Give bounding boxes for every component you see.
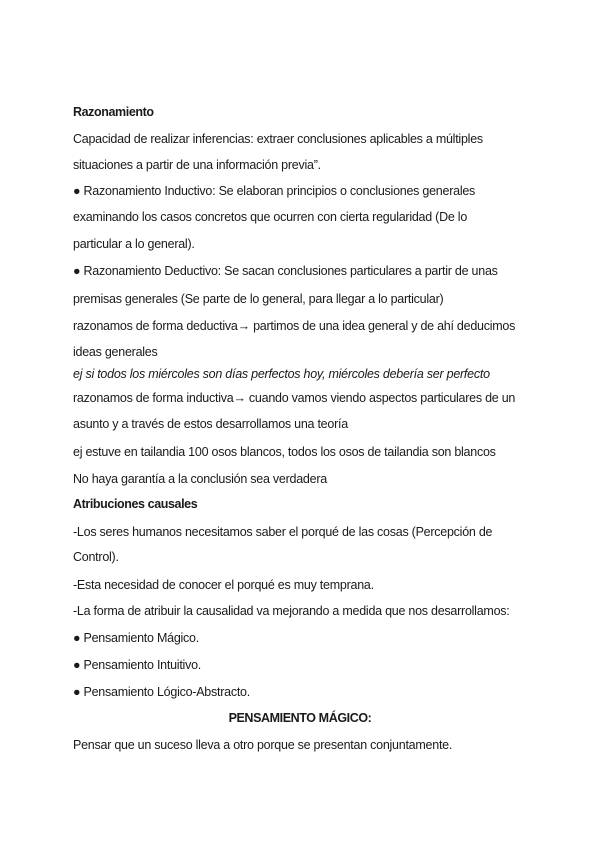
paragraph-line: razonamos de forma deductiva→ partimos de una idea general y de ahí deducimos: [73, 319, 516, 333]
paragraph-line: situaciones a partir de una información previa”.: [73, 158, 321, 172]
paragraph-line: Capacidad de realizar inferencias: extraer conclusiones aplicables a múltiples: [73, 132, 483, 146]
bullet-deductivo: ● Razonamiento Deductivo: Se sacan conclusiones particulares a partir de unas: [73, 264, 498, 278]
bullet-intuitivo: ● Pensamiento Intuitivo.: [73, 658, 202, 672]
paragraph-line: particular a lo general).: [73, 237, 195, 251]
paragraph-line: -Los seres humanos necesitamos saber el porqué de las cosas (Percepción de: [73, 525, 493, 539]
heading-pensamiento-magico: PENSAMIENTO MÁGICO:: [228, 711, 372, 725]
bullet-magico: ● Pensamiento Mágico.: [73, 631, 199, 645]
example-deductivo: ej si todos los miércoles son días perfectos hoy, miércoles debería ser perfecto: [73, 367, 490, 381]
paragraph-line: premisas generales (Se parte de lo general, para llegar a lo particular): [73, 292, 444, 306]
heading-atribuciones: Atribuciones causales: [73, 497, 198, 511]
paragraph-line: razonamos de forma inductiva→ cuando vamos viendo aspectos particulares de un: [73, 391, 516, 405]
paragraph-line: Pensar que un suceso lleva a otro porque se presentan conjuntamente.: [73, 738, 453, 752]
bullet-logico: ● Pensamiento Lógico-Abstracto.: [73, 685, 250, 699]
example-inductivo: ej estuve en tailandia 100 osos blancos, todos los osos de tailandia son blancos: [73, 445, 496, 459]
paragraph-line: No haya garantía a la conclusión sea verdadera: [73, 472, 327, 486]
paragraph-line: -La forma de atribuir la causalidad va mejorando a medida que nos desarrollamos:: [73, 604, 510, 618]
paragraph-line: asunto y a través de estos desarrollamos una teoría: [73, 417, 348, 431]
paragraph-line: Control).: [73, 550, 119, 564]
paragraph-line: -Esta necesidad de conocer el porqué es muy temprana.: [73, 578, 374, 592]
heading-razonamiento: Razonamiento: [73, 105, 154, 119]
bullet-inductivo: ● Razonamiento Inductivo: Se elaboran principios o conclusiones generales: [73, 184, 476, 198]
paragraph-line: ideas generales: [73, 345, 158, 359]
paragraph-line: examinando los casos concretos que ocurren con cierta regularidad (De lo: [73, 210, 468, 224]
